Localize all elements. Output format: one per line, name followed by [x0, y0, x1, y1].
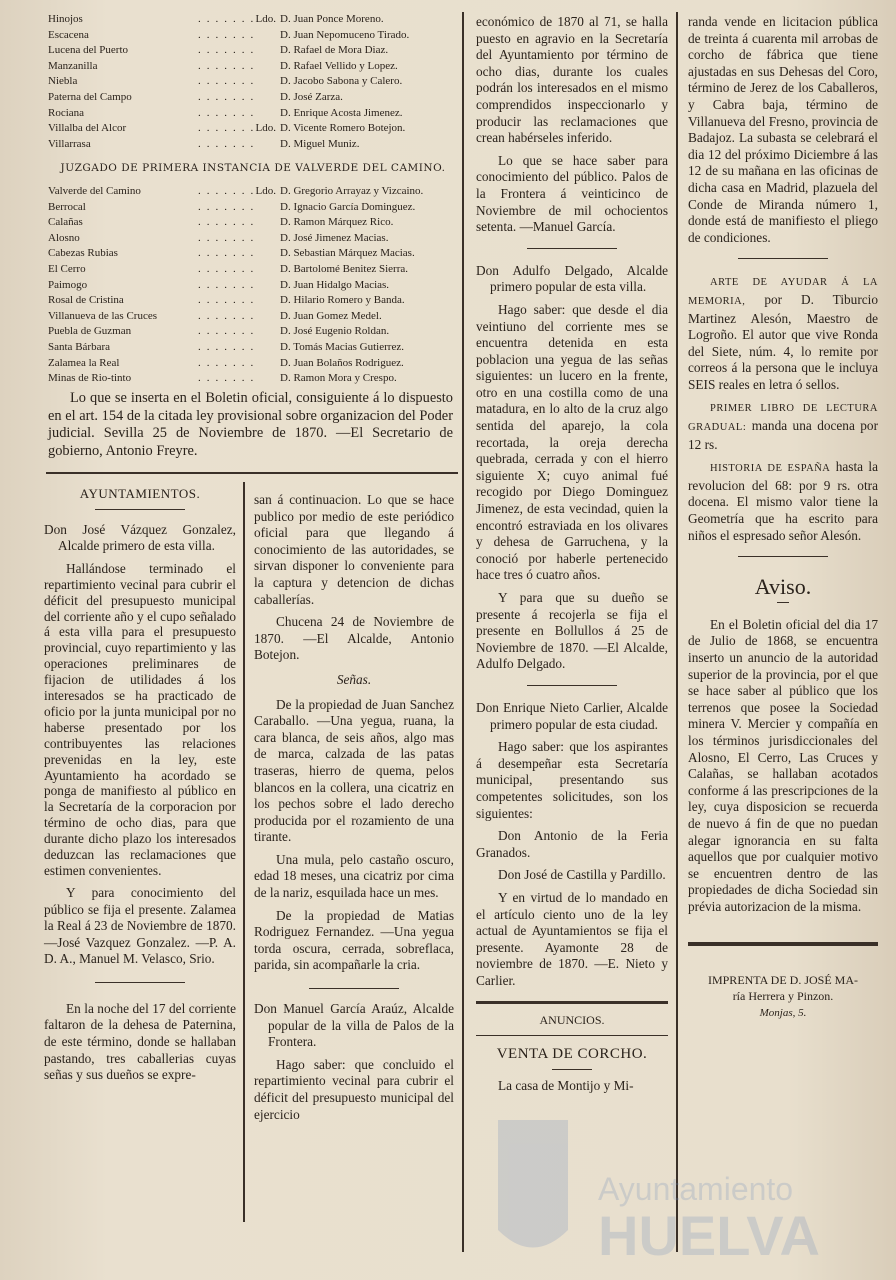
historia-text: hasta la revolucion del 68: por 9 rs. otra docena. El mismo valor tiene la Geometría que ha escrito para niños el espresado señor Alesón. [688, 459, 878, 543]
title-prefix [246, 28, 280, 44]
short-rule [95, 982, 185, 983]
judge-name: D. Juan Gomez Medel. [280, 309, 382, 322]
leader-dots: ....... [198, 262, 260, 275]
bollullos-paragraph-2: Y para que su dueño se presente á recojerla se fija el presente en Bollullos á 25 de Noviembre de 1870. —El Alcalde, Adulfo Delgado. [476, 590, 668, 672]
palos-paragraph-2: Lo que se hace saber para conocimiento del público. Palos de la Frontera á veinticinco de Noviembre de mil ochocientos setenta. —Manuel García. [476, 152, 668, 235]
arte-text: por D. Tiburcio Martinez Alesón, Maestro de Logroño. El autor que vive Ronda del Siete, núm. 4, lo remite por correos á la persona que le incluya SEIS reales en letra ó sellos. [688, 291, 878, 392]
title-prefix: Ldo. [255, 13, 276, 25]
judge-row [48, 12, 458, 28]
title-prefix [246, 356, 280, 372]
judge-name: D. Rafael Vellido y Lopez. [280, 59, 398, 72]
place-name: Hinojos [48, 13, 83, 25]
title-prefix [246, 262, 280, 278]
short-rule [738, 258, 828, 259]
leader-dots: ....... [198, 278, 260, 291]
judge-row [48, 74, 458, 90]
judge-name: D. Bartolomé Benitez Sierra. [280, 262, 408, 275]
judge-row [48, 28, 458, 44]
judge-row [48, 340, 458, 356]
leader-dots: ....... [198, 356, 260, 369]
leader-dots: ....... [198, 340, 260, 353]
title-prefix [246, 137, 280, 153]
leader-dots: ....... [198, 137, 260, 150]
leader-dots: ....... [198, 309, 260, 322]
leader-dots: ....... [198, 106, 260, 119]
judge-row [48, 293, 458, 309]
title-prefix [246, 106, 280, 122]
place-name: Zalamea la Real [48, 356, 120, 369]
leader-dots: ....... [198, 13, 260, 25]
column-1 [44, 486, 236, 1090]
palos-heading: Don Manuel García Araúz, Alcalde popular de la villa de Palos de la Frontera. [254, 1001, 454, 1050]
leader-dots: ....... [198, 294, 260, 307]
place-name: Villalba del Alcor [48, 122, 127, 135]
column-rule-1 [462, 12, 464, 1252]
zalamea-heading: Don José Vázquez Gonzalez, Alcalde primero de esta villa. [44, 521, 236, 554]
title-prefix [246, 90, 280, 106]
short-rule [777, 602, 789, 603]
place-name: Cabezas Rubias [48, 247, 118, 260]
place-name: Puebla de Guzman [48, 325, 132, 338]
judge-name: D. Tomás Macias Gutierrez. [280, 340, 404, 353]
column-rule-2 [676, 12, 678, 1252]
thick-rule [688, 942, 878, 946]
short-rule [95, 509, 185, 510]
judge-name: D. Hilario Romero y Banda. [280, 294, 405, 307]
place-name: Manzanilla [48, 59, 98, 72]
title-prefix [246, 324, 280, 340]
chucena-paragraph-2: Chucena 24 de Noviembre de 1870. —El Alcalde, Antonio Botejon. [254, 614, 454, 663]
judge-row [48, 324, 458, 340]
place-name: Paterna del Campo [48, 90, 132, 103]
leader-dots: ....... [198, 59, 260, 72]
ayamonte-paragraph-1: Hago saber: que los aspirantes á desempeñar esta Secretaría municipal, presentando sus competentes solicitudes, son los siguientes: [476, 739, 668, 821]
svg-text:HUELVA: HUELVA [598, 1204, 820, 1267]
title-prefix [246, 278, 280, 294]
leader-dots: ....... [198, 90, 260, 103]
venta-paragraph: La casa de Montijo y Mi- [498, 1077, 634, 1093]
title-prefix [246, 215, 280, 231]
aviso-paragraph: En el Boletin oficial del dia 17 de Julio de 1868, se encuentra inserto un anuncio de la autoridad superior de la provincia, por el que se hace saber al público que los terrenos que posee la Sociedad minera V. Mercier y compañía en los términos jurisdiccionales del Alosno, El Cerro, Las Cruces y Calañas, se hallaban acotados conforme á las prescripciones de la ley, cuya disposicion se recuerda de nuevo á fin de que no puedan alegar ignorancia en su falta aquellos que por cualquier motivo se encuentren dentro de las propiedades de dicha Sociedad sin prévia autorizacion de la misma. [688, 616, 878, 914]
judge-name: D. José Zarza. [280, 90, 343, 103]
judge-name: D. Juan Ponce Moreno. [280, 13, 384, 25]
judge-row [48, 121, 458, 137]
historia-title: HISTORIA DE ESPAÑA [710, 463, 831, 475]
place-name: El Cerro [48, 262, 86, 275]
title-prefix [246, 200, 280, 216]
judge-name: D. Rafael de Mora Diaz. [280, 44, 389, 57]
judge-name: D. Vicente Romero Botejon. [280, 122, 406, 135]
leader-dots: ....... [198, 231, 260, 244]
judge-name: D. Ramon Márquez Rico. [280, 216, 394, 229]
judge-row [48, 200, 458, 216]
ayamonte-name-1: Don Antonio de la Feria Granados. [476, 828, 668, 860]
title-prefix [246, 74, 280, 90]
juzgado-title: JUZGADO DE PRIMERA INSTANCIA DE VALVERDE DEL CAMINO. [60, 162, 446, 174]
place-name: Berrocal [48, 200, 86, 213]
place-name: Santa Bárbara [48, 340, 110, 353]
judge-row [48, 371, 458, 387]
judge-name: D. Gregorio Arrayaz y Vizcaino. [280, 185, 424, 197]
venta-continued: randa vende en licitacion pública de treinta á cuarenta mil arrobas de corcho de fábrica que tiene ajustadas en sus Dehesas del Coro, término de Jerez de los Caballeros, y Cabra baja, término de Villanueva del Fresno, provincia de Badajoz. La subasta se celebrará el dia 12 del próximo Diciembre á las 12 de su mañana en las oficinas de dicha casa en Madrid, plazuela del Conde de Miranda número 1, donde está de manifiesto el pliego de condiciones. [688, 14, 878, 245]
watermark-logo [478, 1077, 878, 1280]
divider-top-left [46, 472, 458, 474]
place-name: Valverde del Camino [48, 185, 141, 197]
judge-name: D. Ignacio García Dominguez. [280, 200, 416, 213]
leader-dots: ....... [198, 325, 260, 338]
place-name: Lucena del Puerto [48, 44, 129, 57]
judge-row [48, 356, 458, 372]
bollullos-paragraph-1: Hago saber: que desde el dia veintiuno del corriente mes se encuentra detenida en esta poblacion una yegua de las señas siguientes: un lucero en la frente, otro en una costilla como de una matadura, en lo alto de la cruz algo sentida del aparejo, la cola recortada, la oreja derecha quebrada, cerrada y con el hierro siguiente X; cuyo animal fué recogido por Diego Dominguez Jimenez, de esta vecindad, quien la encontró estraviada en los olivares y dehesa de Garruchena, y la conoció por haberle pertenecido hace tres ó cuatro años. [476, 301, 668, 583]
judge-name: D. Enrique Acosta Jimenez. [280, 106, 403, 119]
leader-dots: ....... [198, 28, 260, 41]
title-prefix [246, 231, 280, 247]
judge-row [48, 231, 458, 247]
short-rule [527, 685, 617, 686]
chucena-paragraph-1: san á continuacion. Lo que se hace publico por medio de este periódico oficial para que llegando á conocimiento de las autoridades, se sirvan disponer lo conveniente para la captura y detencion de dichas caballerías. [254, 492, 454, 607]
leader-dots: ....... [198, 75, 260, 88]
senas-paragraph-1: De la propiedad de Juan Sanchez Caraballo. —Una yegua, ruana, la cara blanca, de seis años, algo mas de marca, calzada de las patas traseras, hierro de quema, pelos blancos en la collera, una cicatriz en los pechos sobre el lado derecho producida por el rozamiento de una tirante. [254, 696, 454, 845]
judge-row [48, 43, 458, 59]
place-name: Niebla [48, 75, 78, 88]
title-prefix [246, 340, 280, 356]
column-2 [254, 492, 454, 1129]
judge-name: D. Jacobo Sabona y Calero. [280, 75, 403, 88]
svg-text:Ayuntamiento: Ayuntamiento [598, 1171, 794, 1207]
leader-dots: ....... [198, 200, 260, 213]
judge-row [48, 106, 458, 122]
venta-heading: VENTA DE CORCHO. [496, 1046, 648, 1063]
senas-heading: Señas. [336, 671, 372, 687]
judge-name: D. Juan Hidalgo Macias. [280, 278, 390, 291]
zalamea-paragraph-2: Y para conocimiento del público se fija el presente. Zalamea la Real á 23 de Noviembre de 1870. —José Vazquez Gonzalez. —P. A. D. A., Manuel M. Velasco, Srio. [44, 884, 236, 967]
judge-row [48, 262, 458, 278]
short-rule [309, 988, 399, 989]
shield-icon [498, 1120, 568, 1248]
bollullos-heading: Don Adulfo Delgado, Alcalde primero popular de esta villa. [476, 262, 668, 295]
ayamonte-paragraph-2: Y en virtud de lo mandado en el artículo ciento uno de la ley actual de Ayuntamientos se fija el presente. Ayamonte 28 de noviembre de 1870. —E. Nieto y Carlier. [476, 889, 668, 988]
palos-continued: económico de 1870 al 71, se halla puesto en agravio en la Secretaría del Ayuntamiento por término de ocho dias, durante los cuales podrán los interesados en el mismo comprendidos inspeccionarlo y producir las reclamaciones que crean habérseles inferido. [476, 14, 668, 146]
primer-text: manda una docena por 12 rs. [688, 418, 878, 452]
judge-row [48, 309, 458, 325]
judge-row [48, 184, 458, 200]
judge-name: D. José Eugenio Roldan. [280, 325, 390, 338]
title-prefix: Ldo. [255, 185, 276, 197]
imprenta-line-1: IMPRENTA DE D. JOSÉ MA- [707, 972, 859, 987]
leader-dots: ....... [198, 44, 260, 57]
judge-name: D. Sebastian Márquez Macias. [280, 247, 415, 260]
judge-name: D. Miguel Muniz. [280, 137, 360, 150]
thick-rule [476, 1001, 668, 1004]
judge-row [48, 246, 458, 262]
column-3 [476, 14, 668, 1100]
title-prefix [246, 293, 280, 309]
primer-title: PRIMER LIBRO DE LECTURA GRADUAL: [688, 403, 878, 434]
senas-paragraph-2: Una mula, pelo castaño oscuro, edad 18 meses, una cicatriz por cima de la nariz, esquilada hace un mes. [254, 851, 454, 901]
aviso-heading: Aviso. [754, 574, 812, 600]
judge-row [48, 215, 458, 231]
place-name: Paimogo [48, 278, 88, 291]
judge-row [48, 59, 458, 75]
title-prefix [246, 43, 280, 59]
column-4 [688, 14, 878, 1021]
title-prefix: Ldo. [255, 122, 276, 135]
place-name: Villarrasa [48, 137, 91, 150]
title-prefix [246, 309, 280, 325]
judge-name: D. Juan Nepomuceno Tirado. [280, 28, 410, 41]
leader-dots: ....... [198, 247, 260, 260]
arte-title: ARTE DE AYUDAR Á LA MEMORIA, [688, 277, 878, 307]
inserta-text: Lo que se inserta en el Boletin oficial, consiguiente á lo dispuesto en el art. 154 de la citada ley provisional sobre organizacion del Poder judicial. Sevilla 25 de Noviembre de 1870. —El Secretario de gobierno, Antonio Freyre. [48, 390, 453, 459]
leader-dots: ....... [198, 372, 260, 385]
palos-paragraph-1: Hago saber: que concluido el repartimiento vecinal para cubrir el déficit del presupuesto municipal del ejercicio [254, 1056, 454, 1122]
place-name: Villanueva de las Cruces [48, 309, 157, 322]
thin-rule [476, 1035, 668, 1036]
title-prefix [246, 371, 280, 387]
judge-name: D. Ramon Mora y Crespo. [280, 372, 397, 385]
title-prefix [246, 246, 280, 262]
judges-list-top [48, 12, 458, 152]
senas-paragraph-3: De la propiedad de Matias Rodriguez Fernandez. —Una yegua torda oscura, cerrada, sobreflaca, parida, sin acompañarle la cria. [254, 907, 454, 973]
place-name: Rosal de Cristina [48, 294, 124, 307]
judge-name: D. Juan Bolaños Rodriguez. [280, 356, 404, 369]
inserta-paragraph [48, 390, 453, 466]
ayuntamientos-heading: AYUNTAMIENTOS. [79, 486, 201, 501]
judge-name: D. José Jimenez Macias. [280, 231, 389, 244]
place-name: Escacena [48, 28, 89, 41]
place-name: Minas de Rio-tinto [48, 372, 132, 385]
judge-row [48, 137, 458, 153]
judges-list-juzgado [48, 184, 458, 387]
leader-dots: ....... [198, 185, 260, 197]
imprenta-line-3: Monjas, 5. [759, 1006, 807, 1019]
leader-dots: ....... [198, 216, 260, 229]
paternina-paragraph: En la noche del 17 del corriente faltaron de la dehesa de Paternina, de este término, donde se hallaban pastando, tres caballerias cuyas señas y sus dueños se expre- [44, 1000, 236, 1083]
anuncios-heading: ANUNCIOS. [539, 1013, 605, 1028]
place-name: Calañas [48, 216, 83, 229]
column-rule-left [243, 482, 245, 1222]
title-prefix [246, 59, 280, 75]
ayamonte-heading: Don Enrique Nieto Carlier, Alcalde primero popular de esta ciudad. [476, 699, 668, 732]
place-name: Rociana [48, 106, 85, 119]
judge-row [48, 278, 458, 294]
short-rule [738, 556, 828, 557]
short-rule [552, 1069, 592, 1070]
leader-dots: ....... [198, 122, 260, 135]
short-rule [527, 248, 617, 249]
imprenta-line-2: ría Herrera y Pinzon. [732, 989, 834, 1004]
judge-row [48, 90, 458, 106]
ayamonte-name-2: Don José de Castilla y Pardillo. [498, 867, 666, 883]
place-name: Alosno [48, 231, 80, 244]
zalamea-paragraph-1: Hallándose terminado el repartimiento vecinal para cubrir el déficit del presupuesto municipal del corriente año y el cupo señalado á esta villa para el presupuesto provincial, cuyo repartimiento y las operaciones preliminares de fijacion de utilidades á los interesados se ha practicado de oficio por la junta municipal por no haberse presentado por los contribuyentes las relaciones prevenidas en la ley, este Ayuntamiento ha acordado se ponga de manifiesto al público en la Secretaría de la corporacion por término de ocho dias, para que durante dicho plazo los interesados deduzcan las reclamaciones que estimen convenientes. [44, 560, 236, 878]
